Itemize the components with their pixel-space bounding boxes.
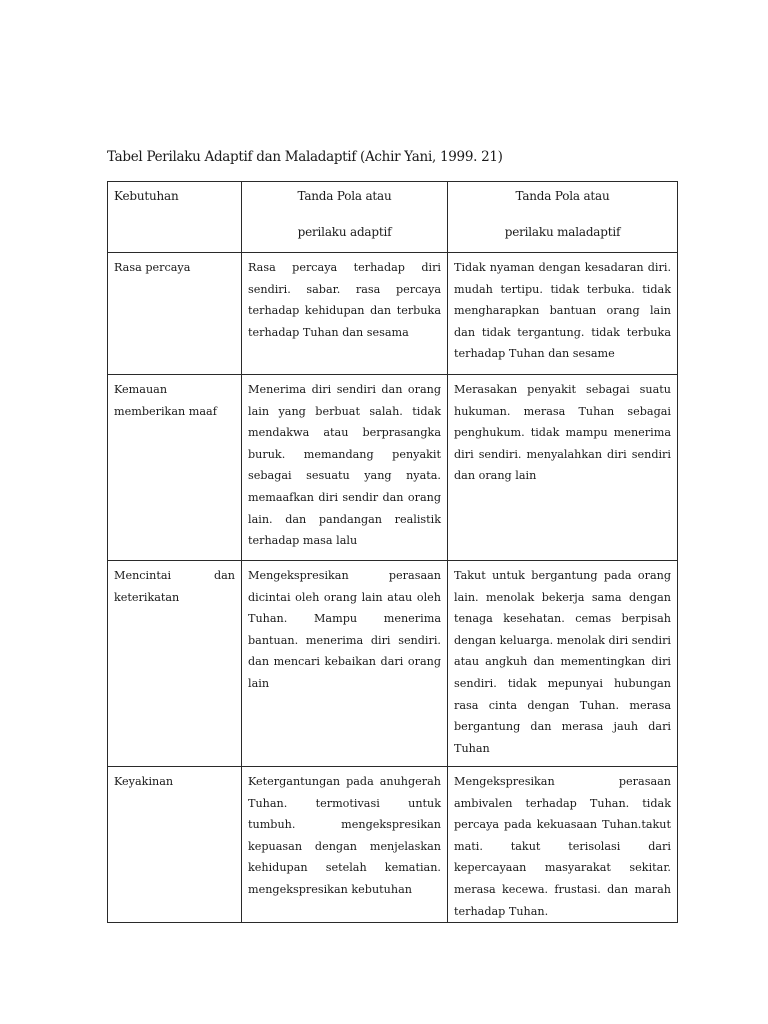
cell-kebutuhan: Kemauan memberikan maaf [108,375,242,561]
header-kebutuhan [108,182,242,253]
table-row [108,253,678,375]
header-adaptif-line1: Tanda Pola atau [297,189,392,203]
table-header-row [108,182,678,253]
table-row [108,561,678,767]
table-row [108,375,678,561]
cell-adaptif: Mengekspresikan perasaan dicintai oleh orang lain atau oleh Tuhan. Mampu menerima bantuan. menerima diri sendiri. dan mencari kebaikan dari orang lain [242,561,448,767]
behavior-table [107,181,678,923]
header-kebutuhan-label: Kebutuhan [114,189,179,203]
table-caption: Tabel Perilaku Adaptif dan Maladaptif (Achir Yani, 1999. 21) [107,149,503,165]
header-adaptif [242,182,448,253]
header-adaptif-line2: perilaku adaptif [297,224,392,239]
header-maladaptif-line2: perilaku maladaptif [504,224,621,239]
cell-adaptif: Ketergantungan pada anuhgerah Tuhan. termotivasi untuk tumbuh. mengekspresikan kepuasan dengan menjelaskan kehidupan setelah kematian. mengekspresikan kebutuhan [242,767,448,923]
cell-maladaptif: Takut untuk bergantung pada orang lain. menolak bekerja sama dengan tenaga kesehatan. cemas berpisah dengan keluarga. menolak diri sendiri atau angkuh dan mementingkan diri sendiri. tidak mepunyai hubungan rasa cinta dengan Tuhan. merasa bergantung dan merasa jauh dari Tuhan [448,561,678,767]
cell-adaptif: Rasa percaya terhadap diri sendiri. sabar. rasa percaya terhadap kehidupan dan terbuka terhadap Tuhan dan sesama [242,253,448,375]
header-maladaptif-line1: Tanda Pola atau [515,189,610,203]
cell-maladaptif: Mengekspresikan perasaan ambivalen terhadap Tuhan. tidak percaya pada kekuasaan Tuhan.takut mati. takut terisolasi dari kepercayaan masyarakat sekitar. merasa kecewa. frustasi. dan marah terhadap Tuhan. [448,767,678,923]
cell-kebutuhan: Mencintai dan keterikatan [108,561,242,767]
cell-maladaptif: Merasakan penyakit sebagai suatu hukuman. merasa Tuhan sebagai penghukum. tidak mampu menerima diri sendiri. menyalahkan diri sendiri dan orang lain [448,375,678,561]
cell-kebutuhan: Rasa percaya [108,253,242,375]
header-maladaptif [448,182,678,253]
cell-adaptif: Menerima diri sendiri dan orang lain yang berbuat salah. tidak mendakwa atau berprasangka buruk. memandang penyakit sebagai sesuatu yang nyata. memaafkan diri sendir dan orang lain. dan pandangan realistik terhadap masa lalu [242,375,448,561]
cell-maladaptif: Tidak nyaman dengan kesadaran diri. mudah tertipu. tidak terbuka. tidak mengharapkan bantuan orang lain dan tidak tergantung. tidak terbuka terhadap Tuhan dan sesame [448,253,678,375]
table-row [108,767,678,923]
cell-kebutuhan: Keyakinan [108,767,242,923]
